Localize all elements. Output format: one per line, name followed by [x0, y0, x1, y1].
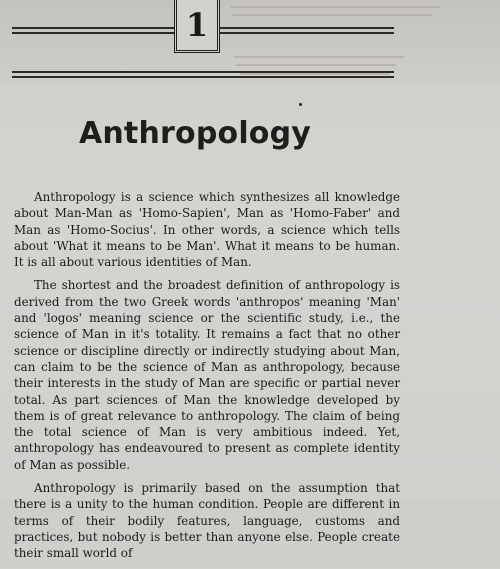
chapter-title: Anthropology	[78, 116, 312, 151]
header-rule-bottom-1	[12, 71, 394, 73]
paragraph: Anthropology is a science which synthesizes all knowledge about Man-Man as 'Homo-Sapien', Man as 'Homo-Faber' and Man as 'Homo-Socius'. In other words, a science which tells about 'What it means to be Man'. What it means to be human. It is all about various identities of Man.	[14, 190, 400, 270]
header-rule-bottom-2	[12, 76, 394, 78]
ink-dot	[299, 103, 302, 106]
chapter-number: 1	[185, 6, 209, 44]
chapter-number-box	[174, 0, 220, 53]
paragraph: Anthropology is primarily based on the assumption that there is a unity to the human condition. People are different in terms of their bodily features, language, customs and practices, but nobody is better than anyone else. People create their small world of	[14, 481, 400, 561]
body-text	[14, 189, 400, 569]
paragraph: The shortest and the broadest definition of anthropology is derived from the two Greek words 'anthropos' meaning 'Man' and 'logos' meaning science or the scientific study, i.e., the science of Man in it's totality. It remains a fact that no other science or discipline directly or indirectly studying about Man, can claim to be the science of Man as anthropology, because their interests in the study of Man are specific or partial never total. As part sciences of Man the knowledge developed by them is of great relevance to anthropology. The claim of being the total science of Man is very ambitious indeed. Yet, anthropology has endeavoured to present as complete identity of Man as possible.	[14, 278, 400, 472]
show-through-text	[0, 0, 500, 82]
